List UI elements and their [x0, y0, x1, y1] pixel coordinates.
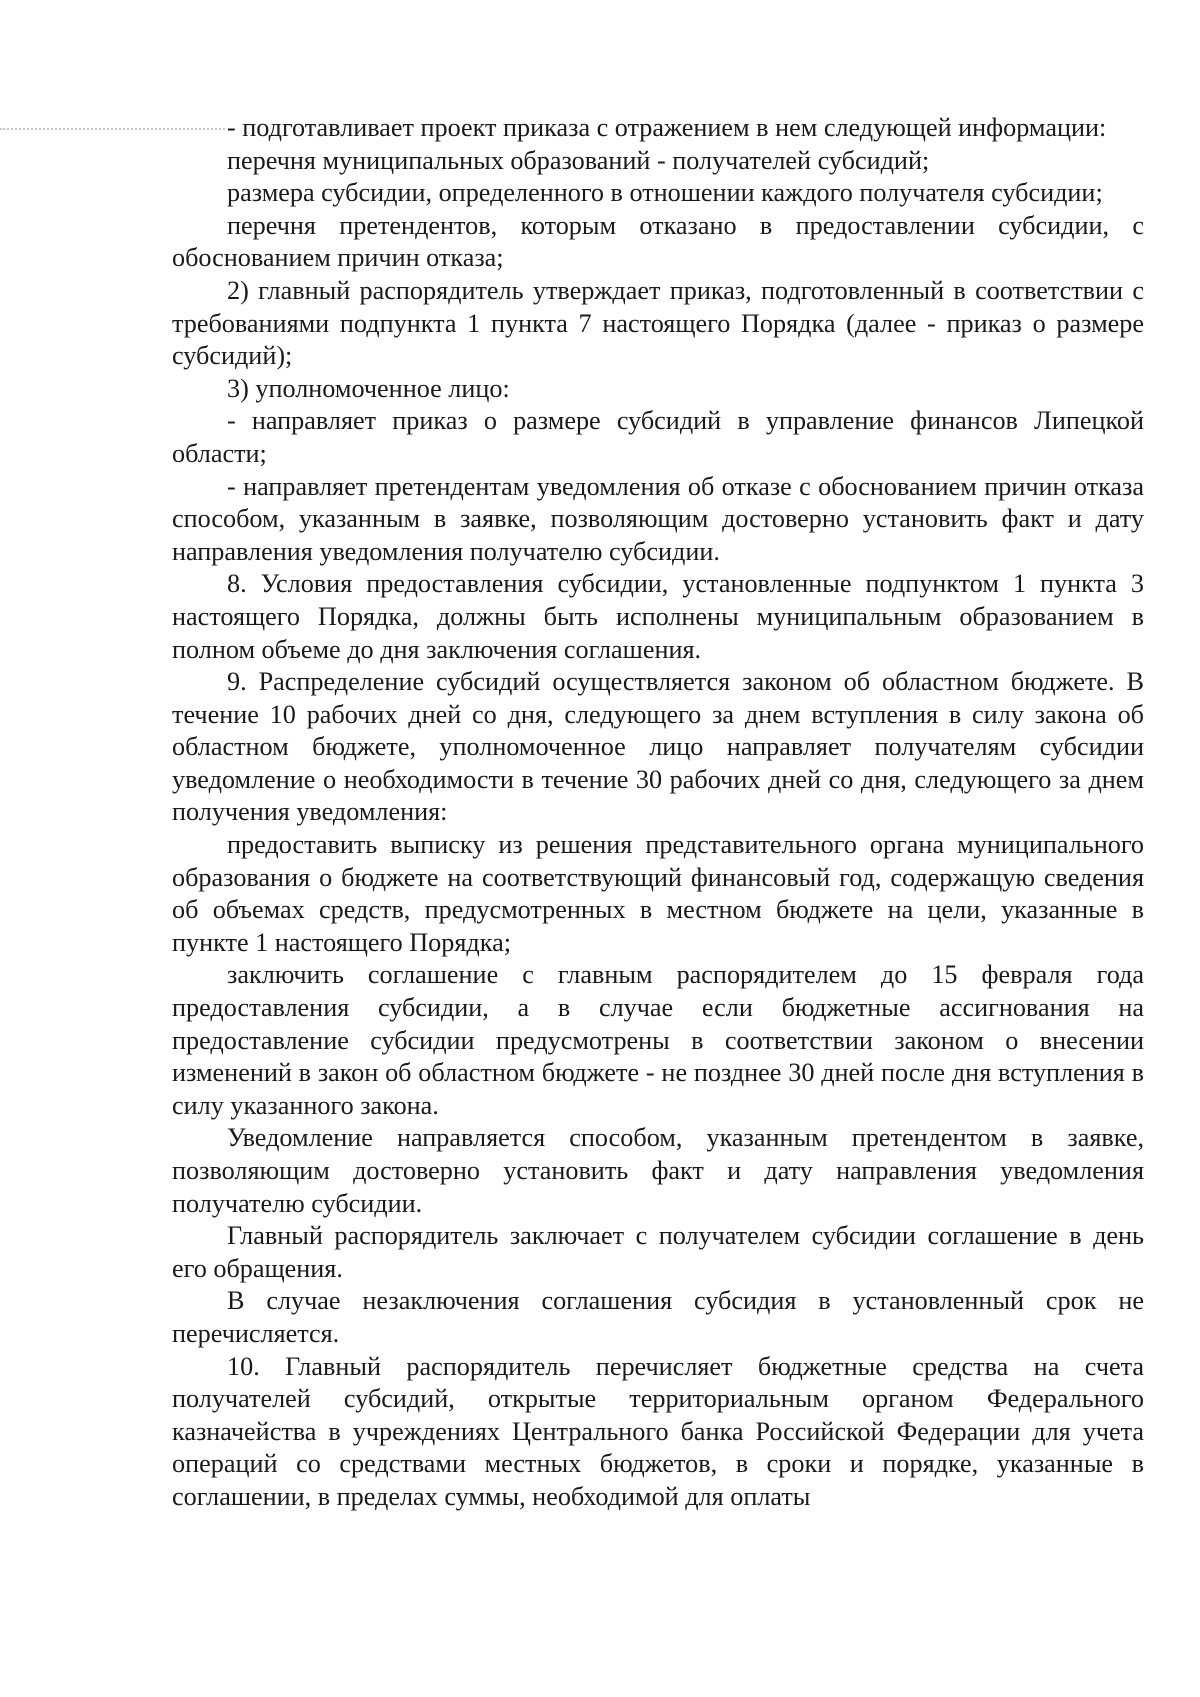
paragraph: 3) уполномоченное лицо:: [227, 373, 510, 403]
paragraph: 9. Распределение субсидий осуществляется законом об областном бюджете. В течение 10 рабочих дней со дня, следующего за днем вступления в силу закона об областном бюджете, уполномоченное лицо направляет получателям субсидии уведомление о необходимости в течение 30 рабочих дней со дня, следующего за днем получения уведомления:: [172, 667, 1144, 827]
paragraph: заключить соглашение с главным распорядителем до 15 февраля года предоставления субсидии, а в случае если бюджетные ассигнования на предоставление субсидии предусмотрены в соответствии законом о внесении изменений в закон об областном бюджете - не позднее 30 дней после дня вступления в силу указанного закона.: [172, 960, 1144, 1120]
paragraph: - подготавливает проект приказа с отражением в нем следующей информации:: [227, 113, 1107, 142]
paragraph: перечня муниципальных образований - получателей субсидий;: [227, 145, 930, 175]
paragraph: предоставить выписку из решения представительного органа муниципального образования о бюджете на соответствующий финансовый год, содержащую сведения об объемах средств, предусмотренных в местном бюджете на цели, указанные в пункте 1 настоящего Порядка;: [172, 830, 1144, 957]
paragraph: Главный распорядитель заключает с получателем субсидии соглашение в день его обращения.: [172, 1221, 1144, 1283]
document-body: [172, 112, 1144, 1514]
paragraph: 8. Условия предоставления субсидии, установленные подпунктом 1 пункта 3 настоящего Порядка, должны быть исполнены муниципальным образованием в полном объеме до дня заключения соглашения.: [172, 569, 1144, 664]
paragraph: - направляет приказ о размере субсидий в управление финансов Липецкой области;: [172, 406, 1144, 468]
paragraph: перечня претендентов, которым отказано в предоставлении субсидии, с обоснованием причин отказа;: [172, 210, 1144, 273]
paragraph: 10. Главный распорядитель перечисляет бюджетные средства на счета получателей субсидий, открытые территориальным органом Федерального казначейства в учреждениях Центрального банка Российской Федерации для учета операций со средствами местных бюджетов, в сроки и порядке, указанные в соглашении, в пределах суммы, необходимой для оплаты: [172, 1351, 1144, 1511]
paragraph: В случае незаключения соглашения субсидия в установленный срок не перечисляется.: [172, 1286, 1144, 1348]
paragraph: - направляет претендентам уведомления об отказе с обоснованием причин отказа способом, указанным в заявке, позволяющим достоверно установить факт и дату направления уведомления получателю субсидии.: [172, 471, 1144, 566]
paragraph: Уведомление направляется способом, указанным претендентом в заявке, позволяющим достоверно установить факт и дату направления уведомления получателю субсидии.: [172, 1123, 1144, 1218]
paragraph: размера субсидии, определенного в отношении каждого получателя субсидии;: [227, 178, 1103, 208]
paragraph: 2) главный распорядитель утверждает приказ, подготовленный в соответствии с требованиями подпункта 1 пункта 7 настоящего Порядка (далее - приказ о размере субсидий);: [172, 275, 1144, 371]
